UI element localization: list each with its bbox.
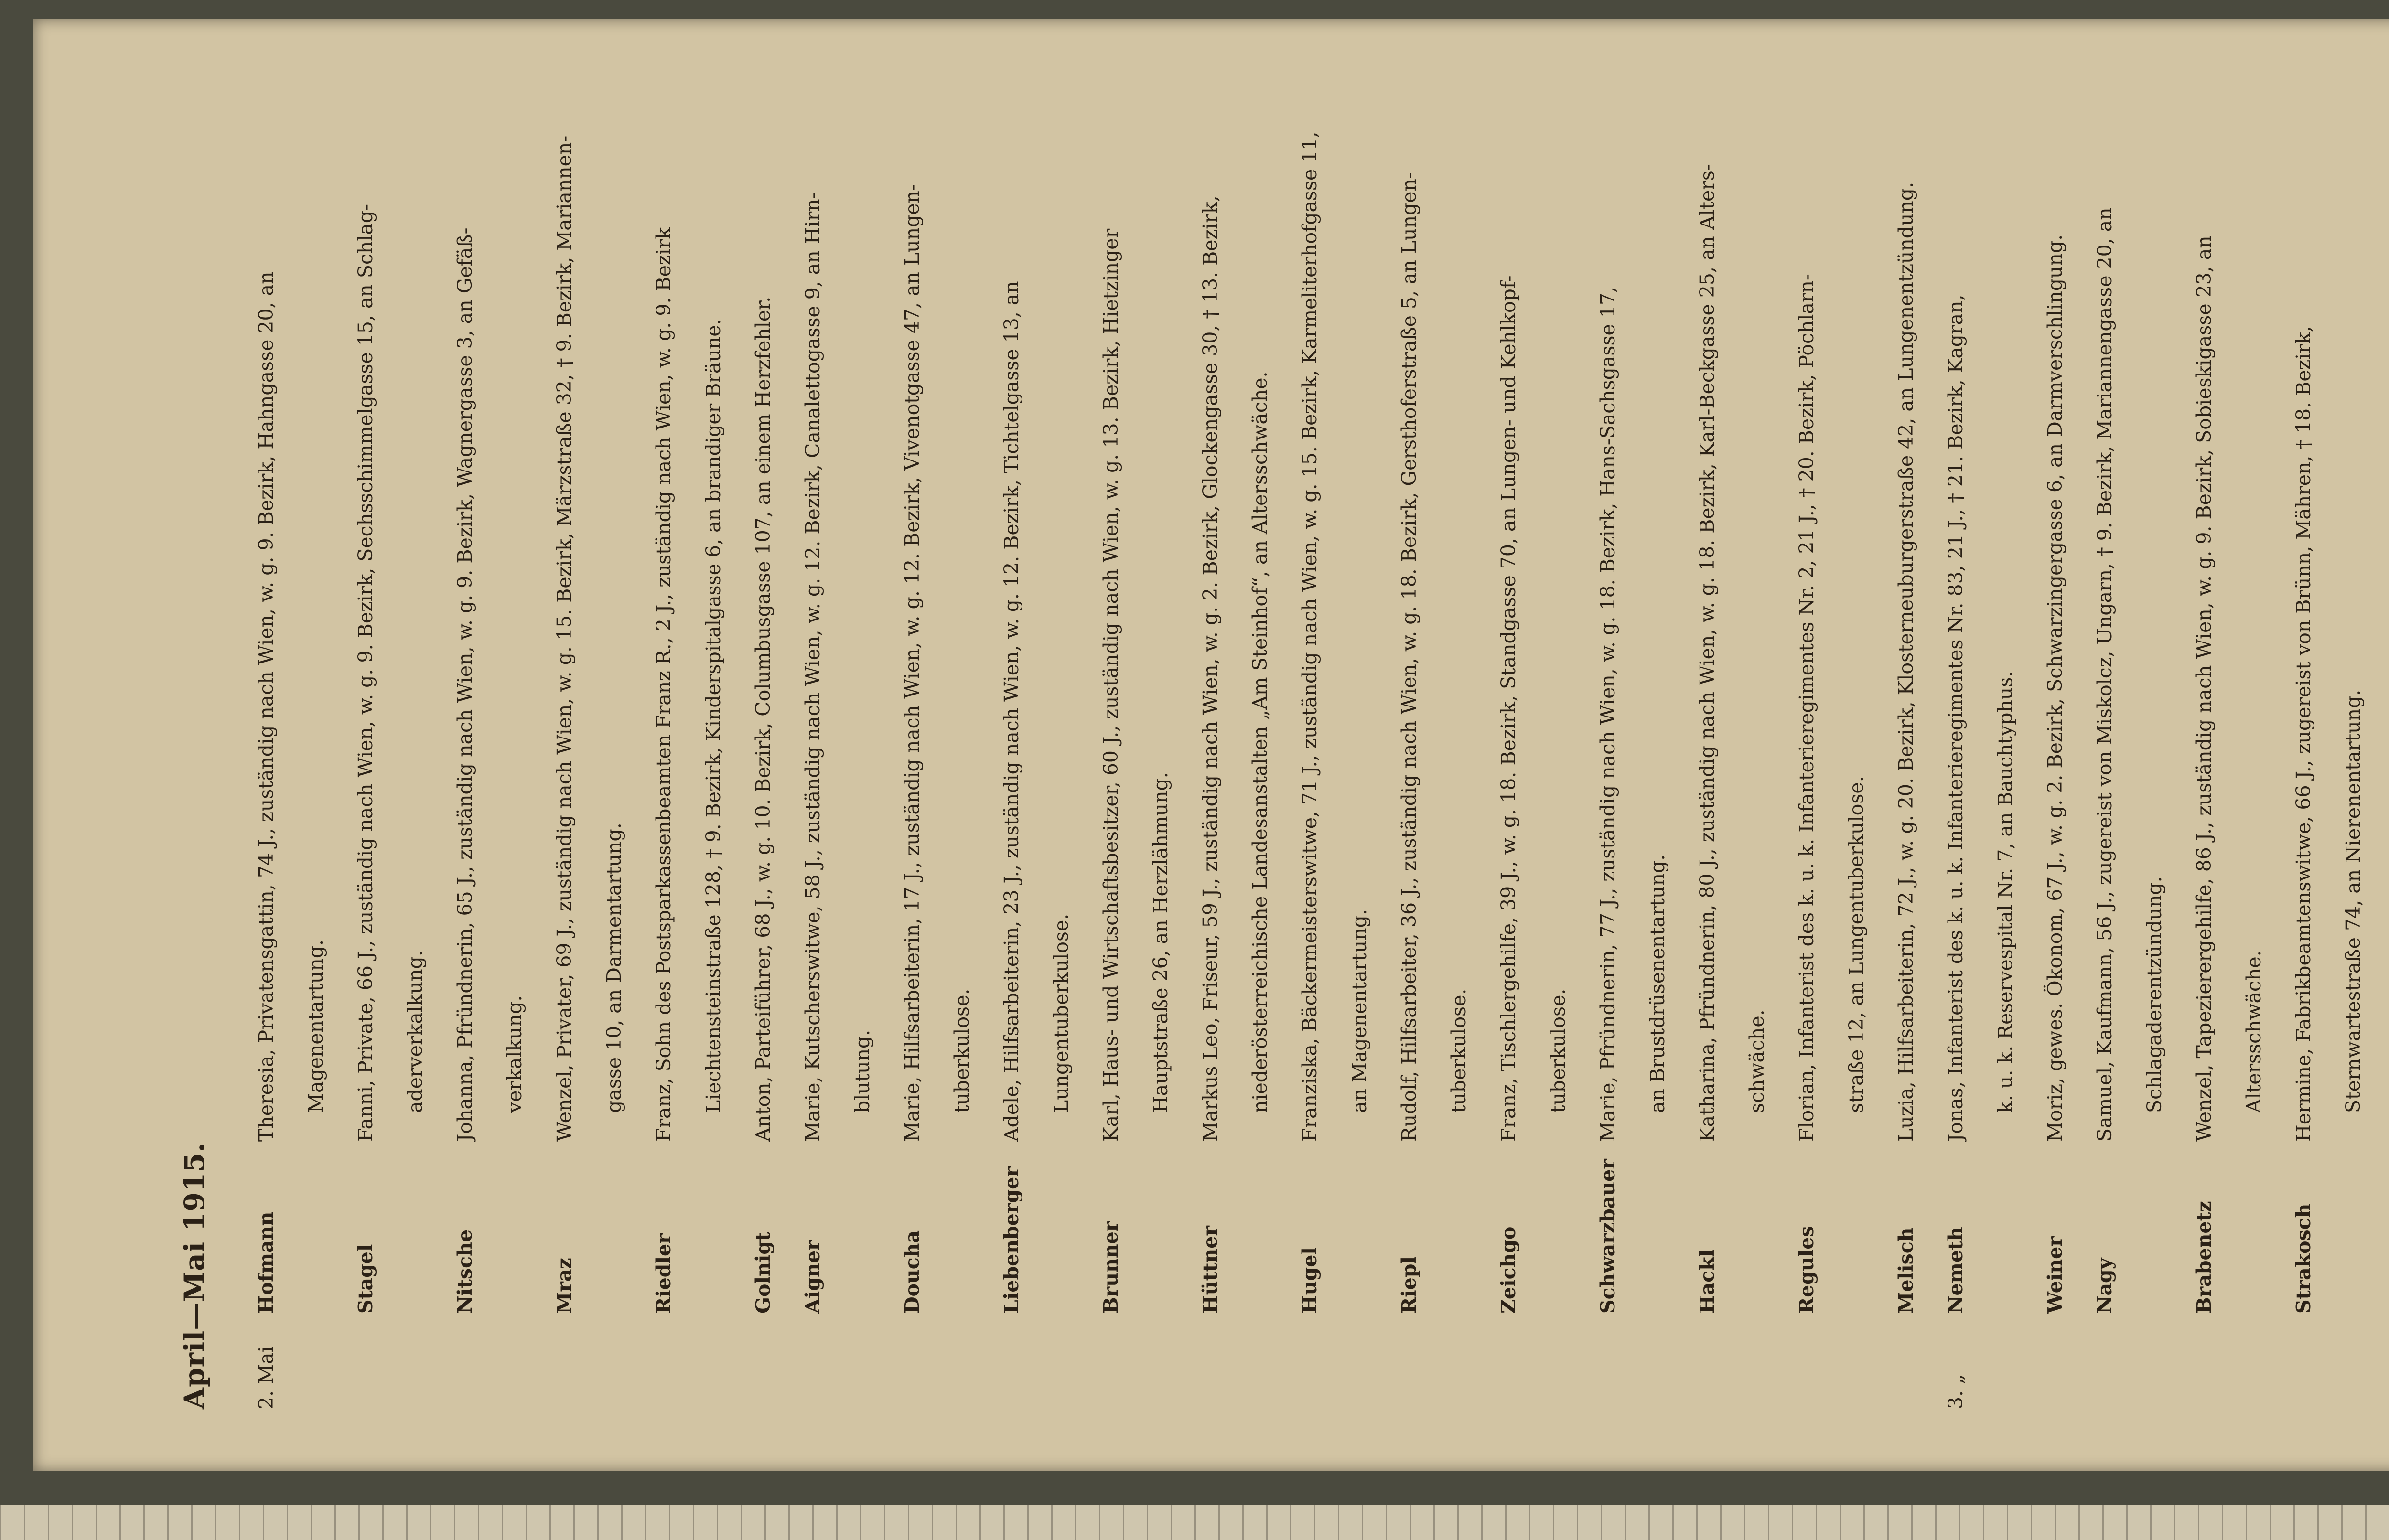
- entry-continuation: tuberkulose.: [950, 988, 973, 1113]
- entry-details: Rudolf, Hilfsarbeiter, 36 J., zuständig nach Wien, w. g. 18. Bezirk, Gersthoferstraße 5, an Lungen-: [1398, 172, 1420, 1142]
- entry-continuation: an Brustdrüsenentartung.: [1646, 854, 1669, 1113]
- entry-details: [2378, 110, 2389, 1142]
- register-entry: [1384, 110, 1434, 1409]
- entry-surname: Nagy: [2093, 1258, 2116, 1314]
- entry-continuation: Altersschwäche.: [2242, 950, 2265, 1113]
- entry-continuation: niederösterreichische Landesanstalten „Am Steinhof“, an Altersschwäche.: [1248, 371, 1271, 1113]
- entry-continuation: Sternwartestraße 74, an Nierenentartung.: [2342, 689, 2365, 1113]
- entry-surname: Liebenberger: [1000, 1166, 1023, 1314]
- entry-surname: Schwarzbauer: [1596, 1159, 1619, 1314]
- register-entry: [341, 110, 390, 1409]
- running-title: April—Mai 1915.: [178, 1142, 211, 1409]
- scan-ruler: [0, 1505, 2389, 1540]
- entry-details: Anton, Parteiführer, 68 J., w. g. 10. Bezirk, Columbusgasse 107, an einem Herzfehler.: [752, 296, 775, 1142]
- entry-surname: Nemeth: [1944, 1227, 1967, 1314]
- entry-details: Fanni, Private, 66 J., zuständig nach Wien, w. g. 9. Bezirk, Sechsschimmelgasse 15, an Schlag-: [354, 204, 377, 1142]
- entry-details: Marie, Kutscherswitwe, 58 J., zuständig nach Wien, w. g. 12. Bezirk, Canalettogasse 9, an Hirn-: [801, 192, 824, 1142]
- register-entry: [2279, 110, 2328, 1409]
- entry-continuation: blutung.: [851, 1029, 874, 1113]
- register-entry: [2179, 110, 2229, 1409]
- register-content: [241, 110, 2389, 1409]
- entry-surname: Hüttner: [1199, 1226, 1222, 1314]
- register-entry: [2080, 110, 2130, 1409]
- entry-continuation: an Magenentartung.: [1348, 909, 1371, 1113]
- entry-details: Markus Leo, Friseur, 59 J., zuständig nach Wien, w. g. 2. Bezirk, Glockengasse 30, † 13. Bezirk,: [1199, 195, 1222, 1142]
- register-entry: [1782, 110, 1831, 1409]
- entry-continuation: tuberkulose.: [1447, 988, 1470, 1113]
- entry-surname: Nitsche: [453, 1230, 476, 1314]
- entry-continuation: aderverkalkung.: [404, 950, 427, 1113]
- entry-details: Katharina, Pfründnerin, 80 J., zuständig nach Wien, w. g. 18. Bezirk, Karl-Beckgasse 25, an Alters-: [1696, 164, 1719, 1142]
- entry-surname: Brunner: [1099, 1221, 1122, 1314]
- entry-surname: Brabenetz: [2193, 1201, 2216, 1314]
- entry-details: Johanna, Pfründnerin, 65 J., zuständig nach Wien, w. g. 9. Bezirk, Wagnergasse 3, an Gefäß-: [453, 227, 476, 1142]
- register-entry: [1086, 110, 1136, 1409]
- entry-surname: Hugel: [1298, 1247, 1321, 1314]
- register-entry: [1682, 110, 1732, 1409]
- entry-surname: Mraz: [553, 1258, 576, 1314]
- rotated-text-block: [98, 53, 2389, 1438]
- entry-details: Adele, Hilfsarbeiterin, 23 J., zuständig nach Wien, w. g. 12. Bezirk, Tichtelgasse 13, an: [1000, 281, 1023, 1142]
- entry-details: Moriz, gewes. Ökonom, 67 J., w. g. 2. Bezirk, Schwarzingergasse 6, an Darmverschlingung.: [2044, 234, 2066, 1142]
- entry-continuation: tuberkulose.: [1547, 988, 1570, 1113]
- entry-details: Franz, Tischlergehilfe, 39 J., w. g. 18. Bezirk, Standgasse 70, an Lungen- und Kehlkopf-: [1497, 275, 1520, 1142]
- entry-continuation: Lungentuberkulose.: [1050, 913, 1073, 1113]
- entry-surname: Regules: [1795, 1226, 1818, 1314]
- entry-surname: Doucha: [901, 1230, 924, 1314]
- entry-surname: Strakosch: [2292, 1203, 2315, 1314]
- entry-details: Franziska, Bäckermeisterswitwe, 71 J., zuständig nach Wien, w. g. 15. Bezirk, Karmeliterhofgasse 11,: [1298, 131, 1321, 1142]
- register-entry: [639, 110, 689, 1409]
- entry-surname: Melisch: [1894, 1227, 1917, 1314]
- entry-continuation: Magenentartung.: [304, 939, 327, 1113]
- entry-details: Karl, Haus- und Wirtschaftsbesitzer, 60 J., zuständig nach Wien, w. g. 13. Bezirk, Hietzinger: [1099, 228, 1122, 1142]
- register-entry: [2378, 110, 2389, 1409]
- register-entry: [788, 110, 838, 1409]
- register-entry: [887, 110, 937, 1409]
- entry-continuation: Liechtensteinstraße 128, † 9. Bezirk, Kinderspitalgasse 6, an brandiger Bräune.: [702, 319, 725, 1113]
- entry-continuation: verkalkung.: [503, 995, 526, 1113]
- register-entry: [241, 110, 291, 1409]
- entry-surname: Golnigt: [752, 1232, 775, 1314]
- register-entry: [1185, 110, 1235, 1409]
- entry-date: 2. Mai: [255, 1346, 278, 1409]
- entry-continuation: schwäche.: [1745, 1009, 1768, 1113]
- entry-continuation: Schlagaderentzündung.: [2143, 876, 2166, 1113]
- entry-details: Wenzel, Tapezierergehilfe, 86 J., zuständig nach Wien, w. g. 9. Bezirk, Sobieskigasse 23, an: [2193, 235, 2216, 1142]
- entry-details: Marie, Hilfsarbeiterin, 17 J., zuständig nach Wien, w. g. 12. Bezirk, Vivenotgasse 47, an Lungen-: [901, 184, 924, 1142]
- entry-surname: Aigner: [801, 1240, 824, 1314]
- entry-continuation: straße 12, an Lungentuberkulose.: [1845, 776, 1868, 1113]
- entry-date: 3. „: [1944, 1374, 1967, 1409]
- register-entry: [987, 110, 1036, 1409]
- entry-details: Franz, Sohn des Postsparkassenbeamten Franz R., 2 J., zuständig nach Wien, w. g. 9. Bezirk: [652, 227, 675, 1142]
- register-entry: [1583, 110, 1633, 1409]
- entry-surname: Weiner: [2044, 1236, 2066, 1314]
- document-page: [33, 19, 2389, 1471]
- entry-surname: Hofmann: [255, 1211, 278, 1314]
- entry-details: Samuel, Kaufmann, 56 J., zugereist von Miskolcz, Ungarn, † 9. Bezirk, Mariannengasse 20, an: [2093, 207, 2116, 1142]
- entry-surname: Riedler: [652, 1233, 675, 1314]
- register-entry: [1881, 110, 1931, 1409]
- entry-details: Luzia, Hilfsarbeiterin, 72 J., w. g. 20. Bezirk, Klosterneuburgerstraße 42, an Lungenentzündung.: [1894, 182, 1917, 1142]
- register-entry: [1484, 110, 1533, 1409]
- register-entry: [440, 110, 490, 1409]
- entry-details: Theresia, Privatensgattin, 74 J., zuständig nach Wien, w. g. 9. Bezirk, Hahngasse 20, an: [255, 271, 278, 1142]
- entry-surname: Stagel: [354, 1244, 377, 1314]
- entry-continuation: gasse 10, an Darmentartung.: [603, 823, 625, 1113]
- register-entry: [539, 110, 589, 1409]
- register-entry: [1285, 110, 1334, 1409]
- ruler-ticks: [0, 1505, 2389, 1540]
- register-entry: [738, 110, 788, 1409]
- register-entry: [1931, 110, 1980, 1409]
- entry-details: Jonas, Infanterist des k. u. k. Infanterieregimentes Nr. 83, 21 J., † 21. Bezirk, Kagran,: [1944, 294, 1967, 1142]
- entry-surname: Riepl: [1398, 1256, 1420, 1314]
- register-entry: [2030, 110, 2080, 1409]
- entry-details: Hermine, Fabrikbeamtenswitwe, 66 J., zugereist von Brünn, Mähren, † 18. Bezirk,: [2292, 326, 2315, 1142]
- entry-details: Florian, Infanterist des k. u. k. Infanterieregimentes Nr. 2, 21 J., † 20. Bezirk, Pöchlarn-: [1795, 274, 1818, 1142]
- entry-continuation: Hauptstraße 26, an Herzlähmung.: [1149, 772, 1172, 1113]
- entry-surname: [2378, 1245, 2389, 1314]
- entry-surname: Hackl: [1696, 1249, 1719, 1314]
- entry-details: Marie, Pfründnerin, 77 J., zuständig nach Wien, w. g. 18. Bezirk, Hans-Sachsgasse 17,: [1596, 287, 1619, 1142]
- entry-details: Wenzel, Privater, 69 J., zuständig nach Wien, w. g. 15. Bezirk, Märzstraße 32, † 9. Bezirk, Mariannen-: [553, 135, 576, 1142]
- entry-continuation: k. u. k. Reservespital Nr. 7, an Bauchtyphus.: [1994, 671, 2017, 1113]
- entry-surname: Zeichgo: [1497, 1226, 1520, 1314]
